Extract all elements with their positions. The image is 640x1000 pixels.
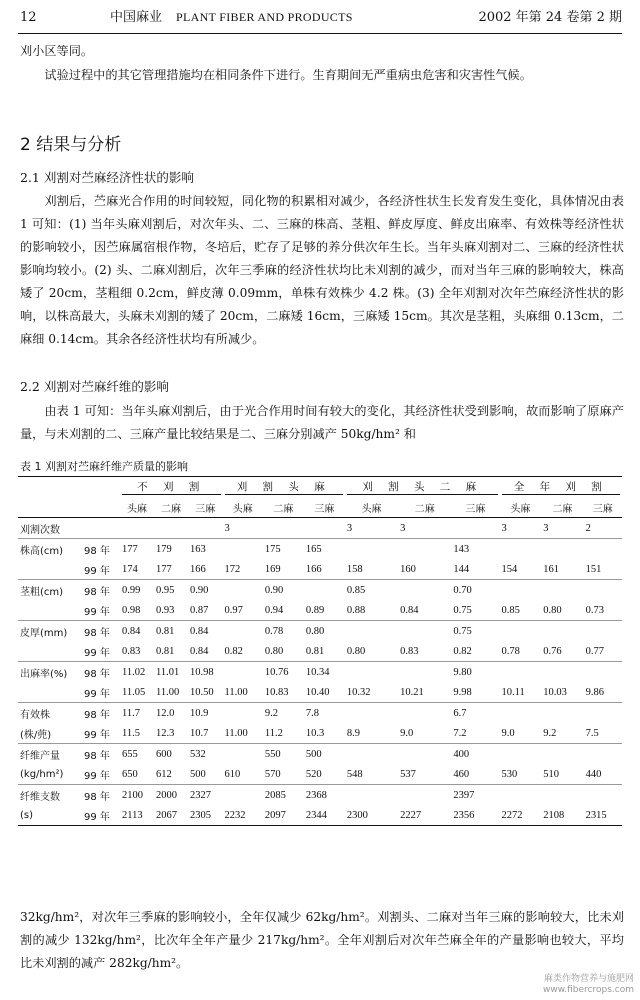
group-header-cut-first: 刈 割 头 麻 <box>225 479 343 495</box>
table-cell: 154 <box>501 563 518 575</box>
table-row <box>18 703 622 724</box>
table-cell: 0.78 <box>501 645 520 657</box>
table-cell: 166 <box>305 563 322 575</box>
table-cell: 2356 <box>451 805 499 826</box>
column-subheader: 三麻 <box>451 497 499 518</box>
table-cell <box>188 518 222 539</box>
row-year: 99 年 <box>82 805 120 826</box>
table-cell <box>345 744 398 765</box>
table-row <box>18 764 622 785</box>
table-cell: 550 <box>263 744 304 765</box>
table-row <box>18 785 622 806</box>
table-row <box>18 518 622 539</box>
table-cell: 0.82 <box>224 645 243 657</box>
table-cell: 655 <box>120 744 154 765</box>
table-cell: 2108 <box>541 805 583 826</box>
column-subheader: 三麻 <box>584 497 622 518</box>
table-cell: 650 <box>122 768 138 780</box>
table-cell: 10.40 <box>305 686 330 698</box>
table-cell: 2272 <box>500 805 542 826</box>
table-cell: 163 <box>188 539 222 560</box>
table-cell <box>584 703 622 724</box>
table-cell: 175 <box>263 539 304 560</box>
row-year: 99 年 <box>84 729 110 741</box>
issue-info: 2002 年第 24 卷第 2 期 <box>478 10 622 25</box>
table-cell <box>398 621 451 642</box>
table-cell: 8.9 <box>346 727 361 739</box>
table-cell: 532 <box>188 744 222 765</box>
table-cell: 179 <box>154 539 188 560</box>
column-subheader: 三麻 <box>188 497 222 518</box>
table-cell <box>345 662 398 683</box>
table-cell <box>541 662 583 683</box>
row-label: 皮厚(mm) <box>18 621 82 642</box>
table-cell: 2227 <box>398 805 451 826</box>
table-cell: 11.5 <box>122 727 140 739</box>
table-cell <box>398 785 451 806</box>
column-subheader: 头麻 <box>223 497 263 518</box>
table-cell <box>263 518 304 539</box>
table-cell: 10.11 <box>501 686 525 698</box>
table-cell <box>500 621 542 642</box>
table-cell: 9.86 <box>585 686 604 698</box>
watermark-url: www.fibercrops.com <box>543 985 634 995</box>
table-cell: 2067 <box>154 805 188 826</box>
table-cell: 0.84 <box>188 621 222 642</box>
table-cell: 10.98 <box>188 662 222 683</box>
table-cell: 11.01 <box>154 662 188 683</box>
table-cell: 7.2 <box>453 727 467 739</box>
row-year: 98 年 <box>82 744 120 765</box>
table-cell <box>541 621 583 642</box>
table-row <box>18 559 622 580</box>
table-cell: 9.80 <box>451 662 499 683</box>
table-cell <box>345 539 398 560</box>
row-year: 99 年 <box>84 565 110 577</box>
table-cell: 10.34 <box>304 662 345 683</box>
table-cell: 11.00 <box>156 686 180 698</box>
table-cell: 161 <box>543 563 560 575</box>
table-cell <box>223 539 263 560</box>
table-cell <box>398 744 451 765</box>
table-cell: 0.87 <box>190 604 209 616</box>
table-cell <box>584 621 622 642</box>
table-cell: 12.3 <box>156 727 175 739</box>
row-label <box>18 559 82 580</box>
table-cell: 11.2 <box>264 727 283 739</box>
table-cell: 0.80 <box>264 645 284 657</box>
table-cell: 9.0 <box>501 727 515 739</box>
table-cell: 537 <box>400 768 416 780</box>
table-cell: 2100 <box>120 785 154 806</box>
table-cell: 400 <box>451 744 499 765</box>
table-cell: 2000 <box>154 785 188 806</box>
table-cell <box>223 580 263 601</box>
row-label: 有效株 <box>18 703 82 724</box>
table-cell: 0.84 <box>120 621 154 642</box>
table-cell: 10.21 <box>400 686 424 698</box>
table-cell: 520 <box>305 768 322 780</box>
table-cell: 0.83 <box>122 645 141 657</box>
table-cell: 11.00 <box>224 686 248 698</box>
table-cell: 2368 <box>304 785 345 806</box>
row-label: 刈割次数 <box>20 524 60 536</box>
table-row <box>18 641 622 662</box>
table-cell: 0.73 <box>585 604 604 616</box>
table-cell <box>223 785 263 806</box>
table-cell: 440 <box>585 768 602 780</box>
row-year: 98 年 <box>82 703 120 724</box>
table-cell: 0.82 <box>453 645 472 657</box>
table-cell: 6.7 <box>451 703 499 724</box>
table-cell: 0.81 <box>305 645 325 657</box>
table-cell: 7.5 <box>585 727 599 739</box>
table-cell: 143 <box>451 539 499 560</box>
table-cell: 0.98 <box>122 604 141 616</box>
table-cell: 2232 <box>223 805 263 826</box>
table-cell: 0.70 <box>451 580 499 601</box>
table-cell: 0.81 <box>154 621 188 642</box>
table-cell <box>584 785 622 806</box>
table-cell: 0.89 <box>305 604 325 616</box>
row-label: 纤维支数 <box>18 785 82 806</box>
table-cell: 600 <box>154 744 188 765</box>
table-cell: 0.83 <box>400 645 419 657</box>
column-subheader: 头麻 <box>345 497 398 518</box>
table-row <box>18 662 622 683</box>
table-cell <box>398 580 451 601</box>
table-cell: 144 <box>453 563 470 575</box>
table-cell: 10.03 <box>543 686 567 698</box>
table-cell <box>541 580 583 601</box>
table-cell: 3 <box>346 522 353 534</box>
table-cell: 0.80 <box>543 604 562 616</box>
row-year: 99 年 <box>84 770 110 782</box>
table-cell: 10.76 <box>263 662 304 683</box>
table-cell: 2300 <box>345 805 398 826</box>
row-year: 99 年 <box>84 606 110 618</box>
table-cell: 7.8 <box>304 703 345 724</box>
intro-line: 刈小区等同。 <box>20 44 94 58</box>
column-subheader: 二麻 <box>263 497 304 518</box>
table-cell <box>345 785 398 806</box>
intro-paragraph: 试验过程中的其它管理措施均在相同条件下进行。生育期间无严重病虫危害和灾害性气候。 <box>44 68 532 82</box>
table-cell: 10.83 <box>264 686 289 698</box>
column-subheader: 二麻 <box>541 497 583 518</box>
table-cell <box>584 662 622 683</box>
table-cell <box>223 744 263 765</box>
table-cell: 2097 <box>263 805 304 826</box>
table-cell: 0.80 <box>346 645 366 657</box>
table-cell: 11.02 <box>120 662 154 683</box>
column-subheader: 二麻 <box>398 497 451 518</box>
table-cell <box>541 539 583 560</box>
row-label <box>18 682 82 703</box>
table-cell: 11.00 <box>224 727 248 739</box>
table-cell: 9.0 <box>400 727 414 739</box>
table-cell: 9.2 <box>543 727 557 739</box>
journal-name-cn: 中国麻业 <box>110 10 163 25</box>
table-cell: 2344 <box>304 805 345 826</box>
row-year: 99 年 <box>84 688 110 700</box>
table-cell <box>584 580 622 601</box>
row-label: 纤维产量 <box>18 744 82 765</box>
journal-name-en: PLANT FIBER AND PRODUCTS <box>176 10 353 24</box>
table-cell: 9.98 <box>453 686 472 698</box>
table-cell: 2113 <box>120 805 154 826</box>
subsection-2-2-body: 由表 1 可知：当年头麻刈割后，由于光合作用时间有较大的变化，其经济性状受到影响，故而影响了原麻产量，与未刈割的二、三麻产量比较结果是二、三麻分别减产 50kg/hm² 和 <box>20 404 624 441</box>
table-row <box>18 600 622 621</box>
table-cell: 10.7 <box>190 727 209 739</box>
row-year: 98 年 <box>82 580 120 601</box>
table-cell: 570 <box>264 768 281 780</box>
table-cell: 0.77 <box>585 645 604 657</box>
table-cell <box>223 662 263 683</box>
table-cell: 177 <box>156 563 172 575</box>
table-cell: 0.80 <box>304 621 345 642</box>
page-number: 12 <box>20 10 37 25</box>
table-cell <box>304 580 345 601</box>
table-cell: 11.05 <box>122 686 146 698</box>
table-cell <box>500 744 542 765</box>
table-cell: 0.95 <box>154 580 188 601</box>
table-cell: 10.32 <box>346 686 371 698</box>
table-row <box>18 682 622 703</box>
table-cell: 500 <box>304 744 345 765</box>
closing-paragraph: 32kg/hm²，对次年三季麻的影响较小，全年仅减少 62kg/hm²。刈割头、二麻对当年三麻的影响较大，比未刈割的减少 132kg/hm²，比次年全年产量少 217kg/hm²。全年刈割后对次年苎麻全年的产量影响也较大，平均比未刈割的减产 282kg/hm²。 <box>20 910 624 970</box>
column-subheader: 三麻 <box>304 497 345 518</box>
table-cell <box>541 785 583 806</box>
table-cell: 0.97 <box>224 604 243 616</box>
table-cell: 169 <box>264 563 281 575</box>
table-cell: 3 <box>224 522 230 534</box>
table-cell <box>223 621 263 642</box>
header-rule <box>18 33 622 34</box>
table-caption: 表 1 刈割对苎麻纤维产质量的影响 <box>20 460 188 473</box>
table-cell: 0.99 <box>120 580 154 601</box>
row-label: (株/蔸) <box>20 729 52 741</box>
table-row <box>18 539 622 560</box>
table-cell <box>120 518 154 539</box>
table-cell: 530 <box>501 768 518 780</box>
table-cell: 9.2 <box>263 703 304 724</box>
table-cell: 0.85 <box>501 604 520 616</box>
table-cell: 172 <box>224 563 241 575</box>
table-cell <box>541 703 583 724</box>
watermark <box>543 974 634 996</box>
row-label: (kg/hm²) <box>20 768 64 780</box>
table-cell: 612 <box>156 768 172 780</box>
table-cell: 0.84 <box>190 645 209 657</box>
row-year <box>82 518 120 539</box>
table-cell <box>500 580 542 601</box>
table-cell: 151 <box>585 563 602 575</box>
row-label <box>18 641 82 662</box>
table-row <box>18 723 622 744</box>
table-row <box>18 621 622 642</box>
running-header <box>20 6 622 32</box>
table-cell: 12.0 <box>154 703 188 724</box>
table-cell: 177 <box>120 539 154 560</box>
table-cell: 0.88 <box>346 604 366 616</box>
column-subheader: 二麻 <box>154 497 188 518</box>
table-cell <box>345 621 398 642</box>
table-cell: 510 <box>543 768 560 780</box>
table-cell: 10.50 <box>190 686 214 698</box>
table-cell: 0.94 <box>264 604 284 616</box>
table-cell: 0.90 <box>188 580 222 601</box>
subsection-heading-2-1: 2.1 刈割对苎麻经济性状的影响 <box>20 170 194 185</box>
table-cell <box>541 744 583 765</box>
table-cell <box>500 785 542 806</box>
section-heading: 2 结果与分析 <box>20 135 122 155</box>
row-label: 茎粗(cm) <box>18 580 82 601</box>
table-cell: 2327 <box>188 785 222 806</box>
table-cell <box>345 703 398 724</box>
table-cell <box>500 703 542 724</box>
table-cell: 2 <box>585 522 591 534</box>
table-cell: 2315 <box>584 805 622 826</box>
table-cell <box>584 744 622 765</box>
subsection-2-1-body: 刈割后，苎麻光合作用的时间较短，同化物的积累相对减少，各经济性状生长发育发生变化，具体情况由表 1 可知：(1) 当年头麻刈割后，对次年头、二、三麻的株高、茎粗、鲜皮厚度、鲜皮出麻率、有效株等经济性状的影响较小，因苎麻属宿根作物，冬培后，贮存了足够的养分供次年生长。当年头麻刈割对二、三麻的经济性状影响均较小。(2) 头、二麻刈割后，次年三季麻的经济性状均比未刈割的减少，而对当年三麻的影响较大，株高矮了 20cm，茎粗细 0.2cm，鲜皮薄 0.09mm，单株有效株少 4.2 株。(3) 全年刈割对次年苎麻经济性状的影响，以株高最大，头麻未刈割的矮了 20cm，二麻矮 16cm，三麻矮 15cm。其次是茎粗，头麻细 0.13cm，二麻细 0.14cm。其余各经济性状均有所减少。 <box>20 194 624 346</box>
table-cell: 610 <box>224 768 241 780</box>
table-cell: 0.85 <box>345 580 398 601</box>
table-cell: 158 <box>346 563 363 575</box>
table-cell: 0.75 <box>453 604 472 616</box>
table-cell <box>154 518 188 539</box>
table-cell: 11.7 <box>120 703 154 724</box>
row-label <box>18 600 82 621</box>
table-cell: 10.9 <box>188 703 222 724</box>
table-cell: 3 <box>501 522 507 534</box>
table-row <box>18 805 622 826</box>
table-cell: 174 <box>122 563 138 575</box>
table-cell: 0.90 <box>263 580 304 601</box>
row-year: 98 年 <box>82 621 120 642</box>
table-cell: 460 <box>453 768 470 780</box>
table-cell: 0.93 <box>156 604 175 616</box>
table-cell <box>584 539 622 560</box>
table-cell <box>398 703 451 724</box>
group-header-cut-all-year: 全 年 刈 割 <box>502 479 620 495</box>
group-header-uncut: 不 刈 割 <box>122 479 221 495</box>
table-cell <box>223 703 263 724</box>
table-cell: 0.75 <box>451 621 499 642</box>
table-cell: 3 <box>543 522 549 534</box>
table-cell <box>398 662 451 683</box>
column-subheader: 头麻 <box>500 497 542 518</box>
table-cell: 160 <box>400 563 416 575</box>
row-label: 出麻率(%) <box>18 662 82 683</box>
table-cell: 3 <box>400 522 406 534</box>
table-cell: 548 <box>346 768 363 780</box>
table-row <box>18 580 622 601</box>
table-cell: 0.76 <box>543 645 562 657</box>
column-subheader: 头麻 <box>120 497 154 518</box>
data-table <box>18 476 622 826</box>
table-cell: 0.84 <box>400 604 419 616</box>
row-label: (s) <box>18 805 82 826</box>
watermark-cn: 麻类作物营养与施肥网 <box>543 974 634 984</box>
table-cell <box>451 518 499 539</box>
table-cell <box>398 539 451 560</box>
table-cell: 165 <box>304 539 345 560</box>
group-header-cut-first-second: 刈 割 头 二 麻 <box>347 479 498 495</box>
table-cell <box>304 518 345 539</box>
table-row <box>18 744 622 765</box>
table-cell: 2085 <box>263 785 304 806</box>
subsection-heading-2-2: 2.2 刈割对苎麻纤维的影响 <box>20 379 169 394</box>
table-cell: 2397 <box>451 785 499 806</box>
table-cell <box>500 662 542 683</box>
table-cell: 500 <box>190 768 206 780</box>
table-cell: 0.78 <box>263 621 304 642</box>
row-year: 98 年 <box>82 785 120 806</box>
table-cell: 2305 <box>188 805 222 826</box>
row-label: 株高(cm) <box>18 539 82 560</box>
table-cell: 166 <box>190 563 206 575</box>
row-year: 98 年 <box>82 539 120 560</box>
row-year: 99 年 <box>84 647 110 659</box>
table-cell <box>500 539 542 560</box>
row-year: 98 年 <box>82 662 120 683</box>
table-cell: 0.81 <box>156 645 175 657</box>
table-cell: 10.3 <box>305 727 325 739</box>
